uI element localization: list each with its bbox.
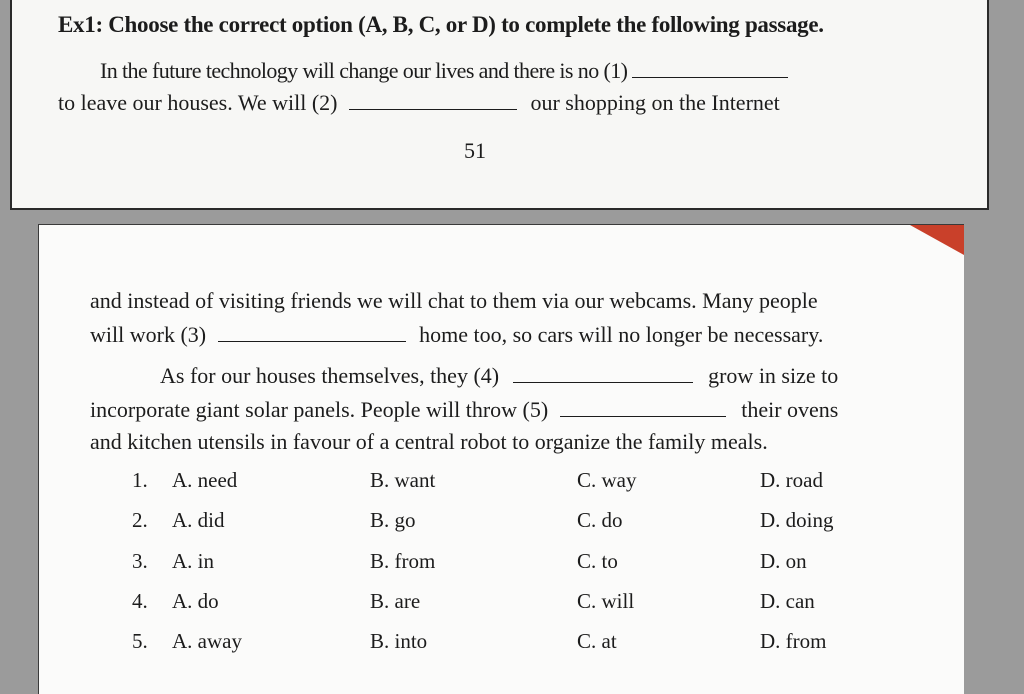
blank-4 bbox=[513, 364, 693, 383]
option-c: C. will bbox=[577, 589, 635, 613]
option-a: A. do bbox=[172, 589, 219, 613]
option-b: B. want bbox=[370, 468, 436, 492]
option-b: B. are bbox=[370, 589, 421, 613]
option-d: D. can bbox=[760, 589, 815, 613]
passage-line-1 bbox=[100, 58, 788, 84]
question-number: 5. bbox=[132, 629, 148, 653]
question-number: 1. bbox=[132, 468, 148, 492]
option-c: C. at bbox=[577, 629, 617, 653]
option-d: D. on bbox=[760, 549, 807, 573]
option-d: D. from bbox=[760, 629, 827, 653]
option-d: D. road bbox=[760, 468, 823, 492]
exercise-heading: Ex1: Choose the correct option (A, B, C, or D) to complete the following passage. bbox=[58, 12, 824, 37]
question-number: 4. bbox=[132, 589, 148, 613]
passage-text: incorporate giant solar panels. People will throw (5) bbox=[90, 397, 549, 422]
passage-line-5 bbox=[160, 363, 838, 389]
blank-1 bbox=[632, 59, 788, 78]
passage-line-7: and kitchen utensils in favour of a central robot to organize the family meals. bbox=[90, 429, 768, 454]
passage-text: their ovens bbox=[741, 397, 839, 422]
top-page bbox=[10, 0, 989, 210]
option-a: A. did bbox=[172, 508, 225, 532]
passage-text: will work (3) bbox=[90, 322, 207, 347]
passage-text: our shopping on the Internet bbox=[530, 90, 780, 115]
passage-text: As for our houses themselves, they (4) bbox=[160, 363, 500, 388]
option-d: D. doing bbox=[760, 508, 834, 532]
question-number: 2. bbox=[132, 508, 148, 532]
option-c: C. to bbox=[577, 549, 618, 573]
question-number: 3. bbox=[132, 549, 148, 573]
option-b: B. into bbox=[370, 629, 428, 653]
option-a: A. away bbox=[172, 629, 242, 653]
option-b: B. from bbox=[370, 549, 436, 573]
blank-2 bbox=[349, 91, 517, 110]
passage-line-2 bbox=[58, 90, 780, 116]
passage-text: to leave our houses. We will (2) bbox=[58, 90, 338, 115]
passage-line-6 bbox=[90, 397, 838, 423]
corner-accent bbox=[910, 225, 964, 255]
passage-text: grow in size to bbox=[708, 363, 839, 388]
option-a: A. need bbox=[172, 468, 238, 492]
page-number: 51 bbox=[464, 138, 486, 163]
passage-line-4 bbox=[90, 322, 823, 348]
option-c: C. way bbox=[577, 468, 637, 492]
blank-3 bbox=[218, 323, 406, 342]
option-a: A. in bbox=[172, 549, 214, 573]
option-b: B. go bbox=[370, 508, 416, 532]
passage-text: home too, so cars will no longer be necessary. bbox=[419, 322, 824, 347]
passage-line-3: and instead of visiting friends we will chat to them via our webcams. Many people bbox=[90, 288, 818, 313]
passage-text: In the future technology will change our lives and there is no (1) bbox=[100, 58, 628, 83]
blank-5 bbox=[560, 398, 726, 417]
option-c: C. do bbox=[577, 508, 623, 532]
